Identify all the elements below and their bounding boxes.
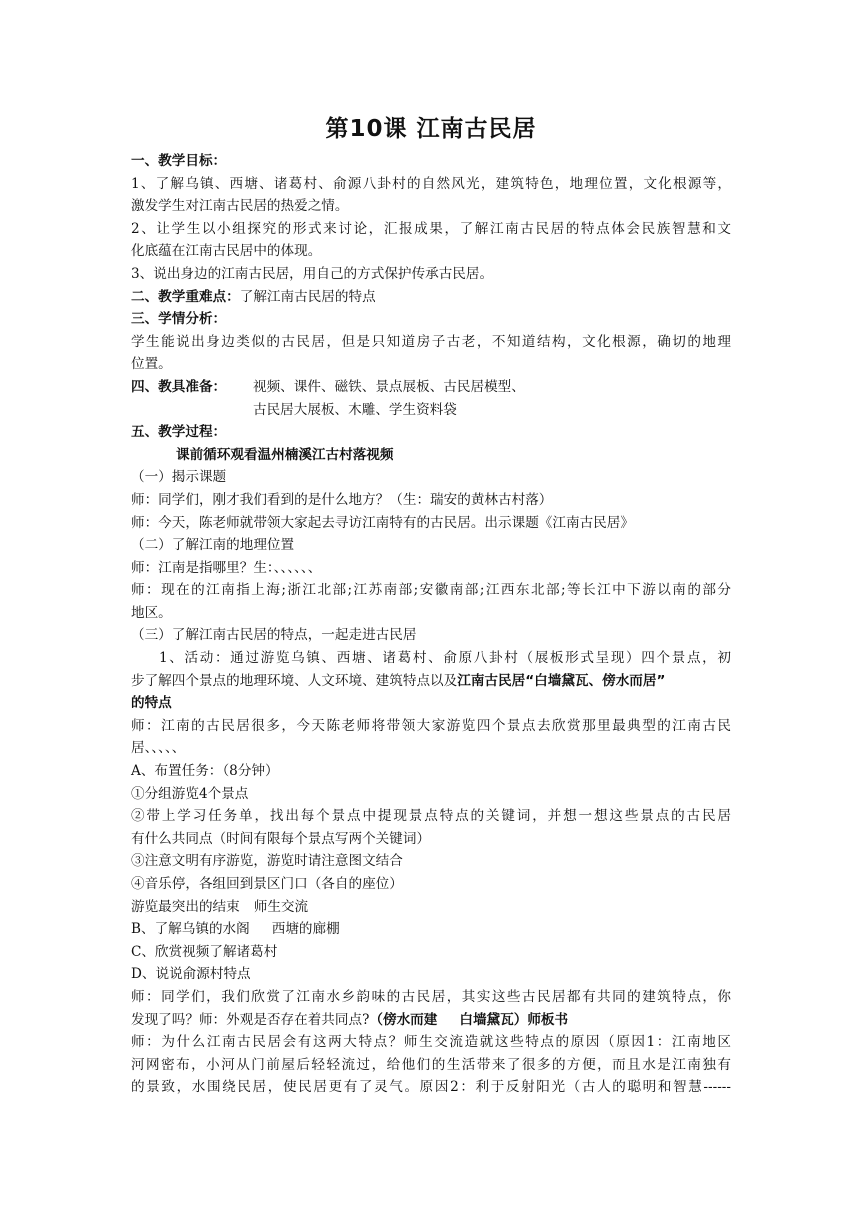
teacher-student-exchange: 师生交流	[253, 898, 309, 915]
tour-end-line	[131, 896, 731, 919]
goal-2-line-1: 2、让学生以小组探究的形式来讨论，汇报成果，了解江南古民居的特点体会民族智慧和文	[131, 220, 731, 237]
pre-class-video: 课前循环观看温州楠溪江古村落视频	[176, 446, 394, 463]
part-1-heading: （一）揭示课题	[131, 469, 227, 486]
section-heading-materials: 四、教具准备：	[131, 378, 227, 395]
analysis-line-2: 位置。	[131, 356, 172, 373]
key-points-text: 了解江南古民居的特点	[239, 288, 376, 305]
goal-1-line-1: 1、了解乌镇、西塘、诸葛村、俞源八卦村的自然风光，建筑特色，地理位置，文化根源等，	[131, 175, 731, 192]
activity-line-1: 1、活动：通过游览乌镇、西塘、诸葛村、俞原八卦村（展板形式呈现）四个景点，初	[159, 650, 731, 667]
task-d: D、说说俞源村特点	[131, 966, 251, 983]
task-b-line	[131, 918, 731, 941]
teacher-line-5: 师：为什么江南古民居会有这两大特点？师生交流造就这些特点的原因（原因1：江南地区	[131, 1034, 731, 1051]
part-2-heading: （二）了解江南的地理位置	[131, 537, 295, 554]
part-2-line-1: 师：江南是指哪里？生：、、、、、、	[131, 559, 322, 576]
materials-text-2: 古民居大展板、木雕、学生资料袋	[253, 401, 457, 418]
task-b-extra: 西塘的廊棚	[271, 921, 340, 938]
teacher-line-1: 师：江南的古民居很多，今天陈老师将带领大家游览四个景点去欣赏那里最典型的江南古民	[131, 717, 731, 734]
activity-line-3: 的特点	[131, 695, 172, 712]
goal-3: 3、说出身边的江南古民居，用自己的方式保护传承古民居。	[131, 265, 494, 282]
goal-1-line-2: 激发学生对江南古民居的热爱之情。	[131, 198, 349, 215]
section-heading-analysis: 三、学情分析：	[131, 311, 227, 328]
activity-emphasis: 江南古民居“白墙黛瓦、傍水而居”	[457, 672, 666, 689]
part-1-line-2: 师：今天，陈老师就带领大家起去寻访江南特有的古民居。出示课题《江南古民居》	[131, 514, 634, 531]
section-heading-key-points: 二、教学重难点：	[131, 288, 240, 305]
materials-text-1: 视频、课件、磁铁、景点展板、古民居模型、	[253, 378, 525, 395]
materials-line-1	[131, 376, 731, 399]
task-item-4: ④音乐停，各组回到景区门口（各自的座位）	[131, 876, 403, 892]
teacher-line-2: 居、、、、、	[131, 740, 186, 757]
section-heading-process: 五、教学过程：	[131, 424, 227, 441]
answer-part-1: （傍水而建	[369, 1011, 438, 1028]
part-2-line-2: 师：现在的江南指上海;浙江北部;江苏南部;安徽南部;江西东北部;等长江中下游以南的部分	[131, 582, 731, 599]
section-heading-goals: 一、教学目标：	[131, 153, 227, 169]
page-title: 第10课 江南古民居	[325, 116, 537, 142]
part-3-heading: （三）了解江南古民居的特点，一起走进古民居	[131, 627, 417, 644]
part-1-line-1: 师：同学们，刚才我们看到的是什么地方？（生：瑞安的黄林古村落）	[131, 491, 553, 508]
task-b-text: B、了解乌镇的水阁	[131, 921, 250, 938]
answer-part-2: 白墙黛瓦）师板书	[459, 1011, 569, 1028]
document-body	[131, 150, 731, 1099]
goal-2-line-2: 化底蕴在江南古民居中的体现。	[131, 243, 322, 260]
task-item-2-line-2: 有什么共同点（时间有限每个景点写两个关键词）	[131, 830, 431, 847]
teacher-line-7: 的景致，水围绕民居，使民居更有了灵气。原因2：利于反射阳光（古人的聪明和智慧------	[131, 1079, 731, 1096]
teacher-line-3: 师：同学们，我们欣赏了江南水乡韵味的古民居，其实这些古民居都有共同的建筑特点，你	[131, 988, 731, 1005]
key-points-line	[131, 286, 731, 309]
analysis-line-1: 学生能说出身边类似的古民居，但是只知道房子古老，不知道结构，文化根源，确切的地理	[131, 333, 731, 350]
task-item-3: ③注意文明有序游览，游览时请注意图文结合	[131, 853, 403, 870]
tour-end-text: 游览最突出的结束	[131, 898, 240, 915]
activity-line-2	[131, 670, 731, 693]
teacher-question: 发现了吗？师：外观是否存在着共同点?	[131, 1011, 370, 1028]
task-item-1: ①分组游览4个景点	[131, 785, 249, 802]
task-a: A、布置任务：（8分钟）	[131, 763, 279, 780]
teacher-line-6: 河网密布，小河从门前屋后轻轻流过，给他们的生活带来了很多的方便，而且水是江南独有	[131, 1056, 731, 1073]
teacher-line-4	[131, 1009, 731, 1032]
part-2-line-3: 地区。	[131, 604, 172, 621]
task-c: C、欣赏视频了解诸葛村	[131, 943, 278, 960]
task-item-2-line-1: ②带上学习任务单，找出每个景点中提现景点特点的关键词，并想一想这些景点的古民居	[131, 808, 731, 825]
activity-text: 步了解四个景点的地理环境、人文环境、建筑特点以及	[131, 672, 458, 689]
